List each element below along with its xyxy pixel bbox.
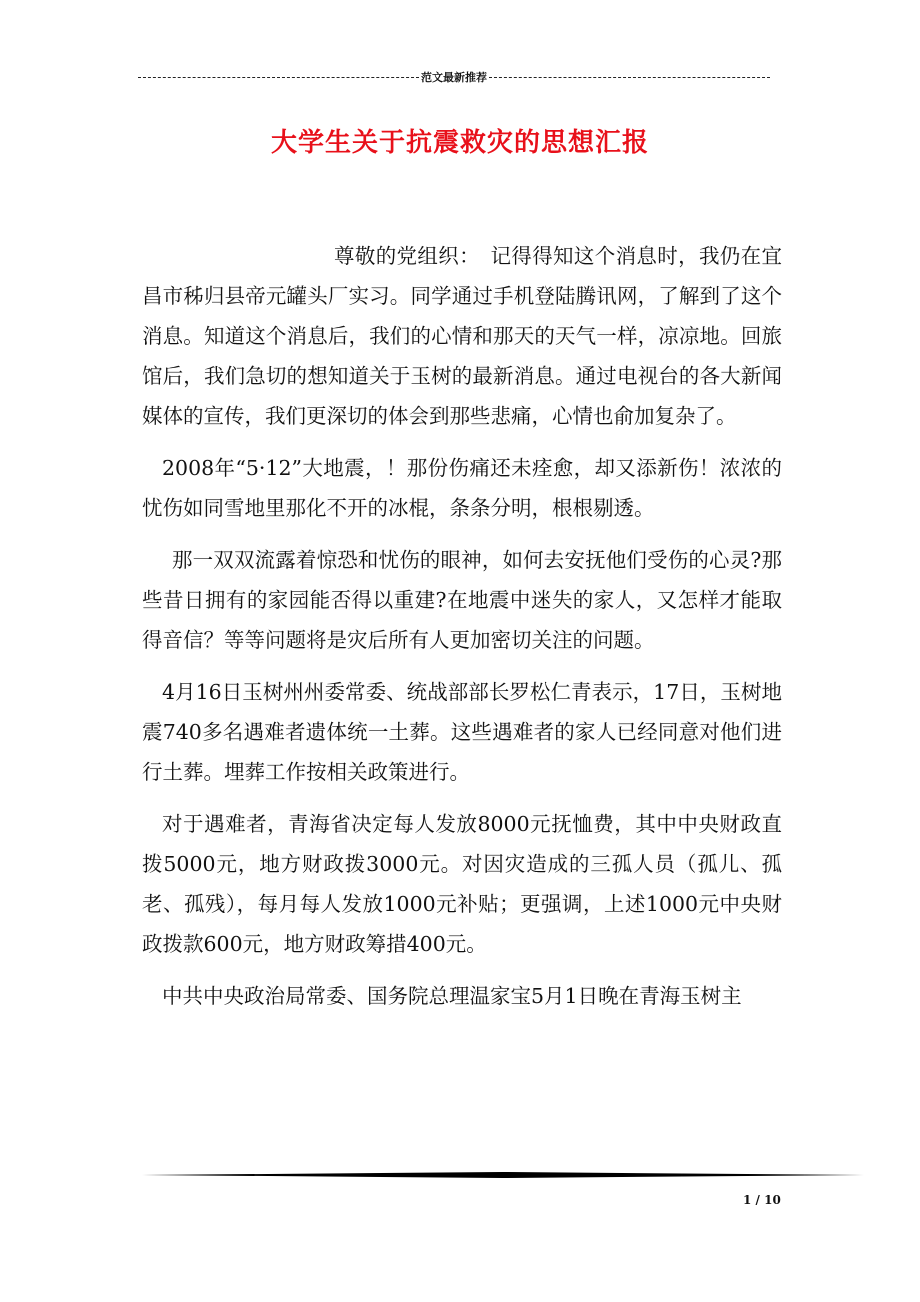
header-dash-left bbox=[138, 77, 419, 78]
header-dash-right bbox=[489, 77, 770, 78]
paragraph-5: 对于遇难者，青海省决定每人发放8000元抚恤费，其中中央财政直拨5000元，地方财政拨3000元。对因灾造成的三孤人员（孤儿、孤老、孤残），每月每人发放1000元补贴；更强调，上述1000元中央财政拨款600元，地方财政筹措400元。 bbox=[142, 812, 782, 956]
document-body bbox=[142, 236, 782, 1028]
paragraph-3: 那一双双流露着惊恐和忧伤的眼神，如何去安抚他们受伤的心灵?那些昔日拥有的家园能否得以重建?在地震中迷失的家人，又怎样才能取得音信？等等问题将是灾后所有人更加密切关注的问题。 bbox=[142, 548, 782, 652]
paragraph-2: 2008年“5·12”大地震，！那份伤痛还未痊愈，却又添新伤！浓浓的忧伤如同雪地里那化不开的冰棍，条条分明，根根剔透。 bbox=[142, 456, 782, 520]
header-label: 范文最新推荐 bbox=[421, 71, 487, 84]
page-header bbox=[138, 68, 770, 86]
page-number: 1 / 10 bbox=[743, 1193, 781, 1207]
document-title: 大学生关于抗震救灾的思想汇报 bbox=[270, 128, 649, 158]
paragraph-6: 中共中央政治局常委、国务院总理温家宝5月1日晚在青海玉树主 bbox=[162, 984, 742, 1008]
paragraph-4: 4月16日玉树州州委常委、统战部部长罗松仁青表示，17日，玉树地震740多名遇难者遗体统一土葬。这些遇难者的家人已经同意对他们进行土葬。埋葬工作按相关政策进行。 bbox=[142, 680, 782, 784]
paragraph-1: 尊敬的党组织： 记得得知这个消息时，我仍在宜昌市秭归县帝元罐头厂实习。同学通过手机登陆腾讯网，了解到了这个消息。知道这个消息后，我们的心情和那天的天气一样，凉凉地。回旅馆后，我们急切的想知道关于玉树的最新消息。通过电视台的各大新闻媒体的宣传，我们更深切的体会到那些悲痛，心情也俞加复杂了。 bbox=[142, 244, 782, 428]
